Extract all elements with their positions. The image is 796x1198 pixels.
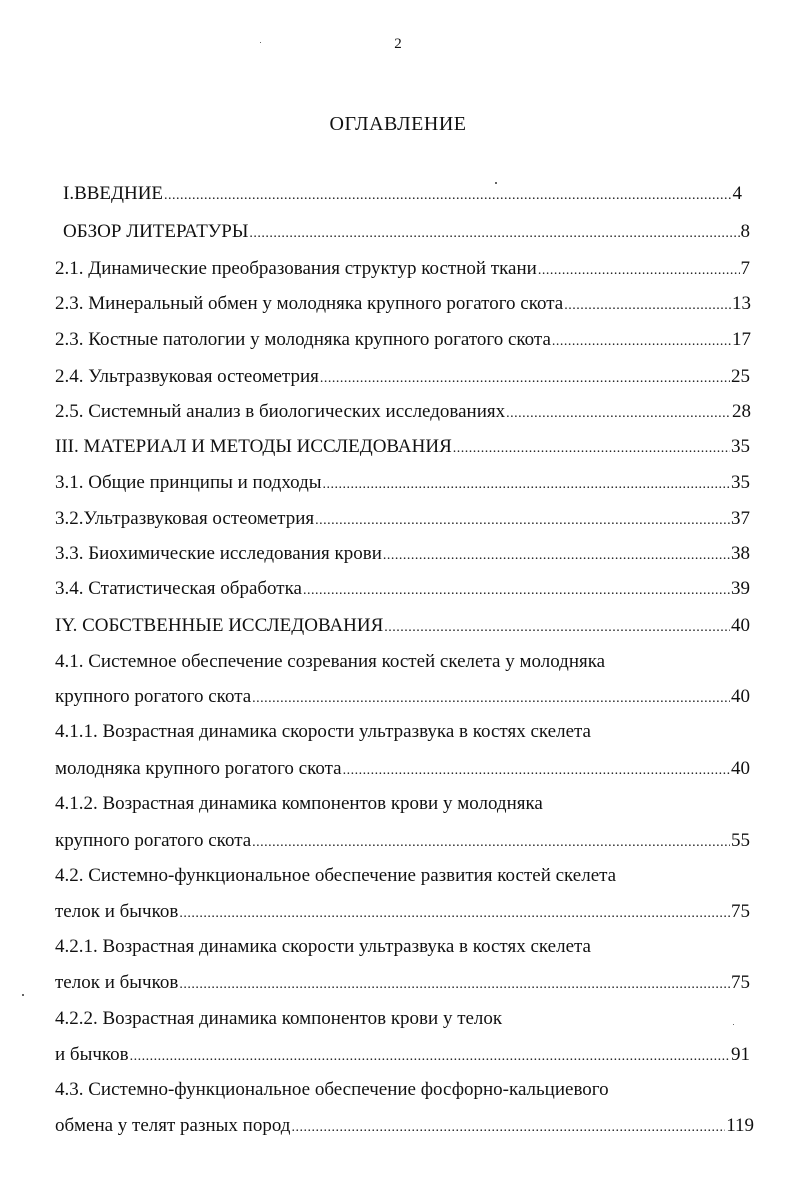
toc-entry (55, 327, 751, 353)
toc-entry (55, 613, 750, 639)
toc-entry-label: телок и бычков (55, 972, 179, 993)
toc-entry-line1: 4.1. Системное обеспечение созревания костей скелета у молодняка (55, 651, 606, 672)
dot-leader (506, 401, 731, 427)
toc-entry-line1: 4.1.1. Возрастная динамика скорости ультразвука в костях скелета (55, 721, 591, 742)
dot-leader (320, 366, 730, 392)
toc-entry-page: 39 (731, 578, 750, 599)
toc-entry-label: крупного рогатого скота (55, 686, 252, 707)
toc-entry (55, 470, 750, 496)
dot-leader (315, 508, 730, 534)
toc-entry (55, 1042, 750, 1068)
toc-entry-page: 8 (740, 221, 750, 242)
toc-entry-page: 17 (732, 329, 751, 350)
toc-entry-label: 3.1. Общие принципы и подходы (55, 472, 322, 493)
toc-entry-page: 75 (731, 972, 750, 993)
dot-leader (383, 543, 730, 569)
toc-entry-page: 13 (732, 293, 751, 314)
toc-entry-line1: 4.2. Системно-функциональное обеспечение развития костей скелета (55, 865, 617, 886)
toc-entry-label: 3.2.Ультразвуковая остеометрия (55, 508, 315, 529)
dot-leader (130, 1044, 730, 1070)
dot-leader (538, 258, 740, 284)
toc-entry-label: 3.3. Биохимические исследования крови (55, 543, 382, 564)
toc-entry (55, 399, 751, 425)
toc-entry-page: 35 (731, 436, 750, 457)
dot-leader (249, 221, 739, 247)
toc-entry-label: телок и бычков (55, 901, 179, 922)
toc-entry (63, 181, 742, 207)
toc-entry-label: молодняка крупного рогатого скота (55, 758, 342, 779)
toc-entry-page: 119 (726, 1115, 754, 1136)
toc-entry-line1: 4.2.1. Возрастная динамика скорости ультразвука в костях скелета (55, 936, 591, 957)
toc-entry-page: 37 (731, 508, 750, 529)
toc-entry-label: крупного рогатого скота (55, 830, 252, 851)
dot-leader (179, 901, 730, 927)
toc-entry-page: 35 (731, 472, 750, 493)
toc-entry-page: 55 (731, 830, 750, 851)
toc-entry-page: 40 (731, 758, 750, 779)
toc-entry-line1: 4.3. Системно-функциональное обеспечение фосфорно-кальциевого (55, 1079, 609, 1100)
toc-entry (55, 899, 750, 925)
scan-speck (260, 42, 261, 43)
scan-speck (22, 994, 24, 996)
toc-entry-page: 4 (732, 183, 742, 204)
dot-leader (252, 830, 730, 856)
toc-entry (55, 506, 750, 532)
toc-entry-label: 2.1. Динамические преобразования структур костной ткани (55, 258, 537, 279)
dot-leader (384, 615, 730, 641)
toc-entry-label: 2.3. Минеральный обмен у молодняка крупного рогатого скота (55, 293, 564, 314)
toc-entry-page: 38 (731, 543, 750, 564)
dot-leader (291, 1115, 725, 1141)
toc-entry (63, 219, 750, 245)
toc-entry-label: 2.3. Костные патологии у молодняка крупного рогатого скота (55, 329, 551, 350)
toc-entry-page: 40 (731, 615, 750, 636)
toc-entry (55, 576, 750, 602)
dot-leader (179, 972, 730, 998)
toc-entry (55, 756, 750, 782)
dot-leader (303, 578, 730, 604)
dot-leader (252, 686, 730, 712)
toc-entry-page: 7 (740, 258, 750, 279)
toc-entry-label: обмена у телят разных пород (55, 1115, 291, 1136)
toc-entry-page: 25 (731, 366, 750, 387)
toc-entry (55, 828, 750, 854)
toc-entry-label: 3.4. Статистическая обработка (55, 578, 302, 599)
scan-speck (495, 182, 497, 184)
dot-leader (564, 293, 731, 319)
toc-entry (55, 256, 750, 282)
toc-entry-label: III. МАТЕРИАЛ И МЕТОДЫ ИССЛЕДОВАНИЯ (55, 436, 452, 457)
dot-leader (164, 183, 731, 209)
dot-leader (552, 329, 731, 355)
dot-leader (323, 472, 730, 498)
toc-entry-line1: 4.1.2. Возрастная динамика компонентов крови у молодняка (55, 793, 543, 814)
toc-entry-label: 2.5. Системный анализ в биологических исследованиях (55, 401, 506, 422)
toc-entry-label: 2.4. Ультразвуковая остеометрия (55, 366, 319, 387)
toc-entry-page: 91 (731, 1044, 750, 1065)
dot-leader (343, 758, 730, 784)
toc-entry-label: ОБЗОР ЛИТЕРАТУРЫ (63, 221, 249, 242)
toc-entry-page: 28 (732, 401, 751, 422)
scan-speck (733, 1024, 734, 1025)
toc-entry-label: и бычков (55, 1044, 129, 1065)
toc-entry (55, 291, 751, 317)
toc-entry (55, 541, 750, 567)
toc-title: ОГЛАВЛЕНИЕ (329, 113, 467, 135)
dot-leader (453, 436, 730, 462)
toc-entry-page: 40 (731, 686, 750, 707)
toc-entry-label: IY. СОБСТВЕННЫЕ ИССЛЕДОВАНИЯ (55, 615, 384, 636)
toc-entry (55, 970, 750, 996)
page-number: 2 (394, 36, 402, 52)
toc-entry-line1: 4.2.2. Возрастная динамика компонентов крови у телок (55, 1008, 503, 1029)
toc-entry (55, 434, 750, 460)
toc-entry (55, 364, 750, 390)
toc-entry (55, 1113, 754, 1139)
toc-entry (55, 684, 750, 710)
toc-entry-page: 75 (731, 901, 750, 922)
toc-entry-label: I.ВВЕДНИЕ (63, 183, 164, 204)
